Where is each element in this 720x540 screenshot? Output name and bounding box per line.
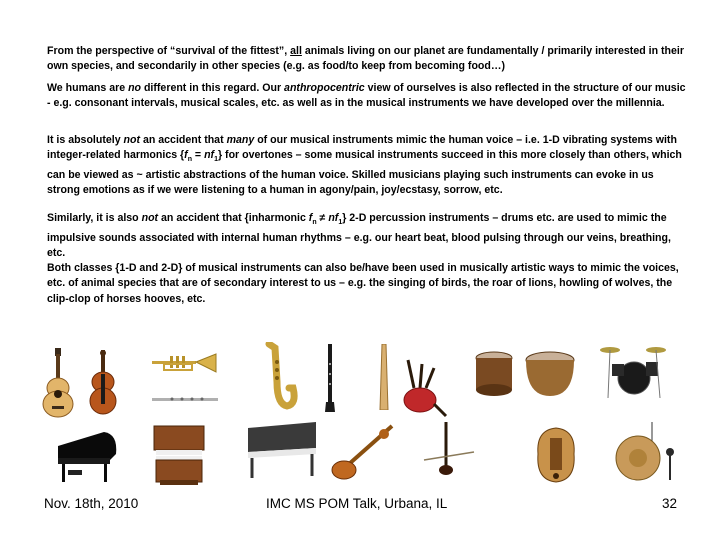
- paragraph-human-voice: It is absolutely not an accident that many of our musical instruments mimic the human voice – i.e. 1-D vibrating systems with integer-related harmonics $\{f_n = nf_1\}$ for overtones – some musical instruments succeed in this more closely than others, which can be viewed as ~ artistic abstractions of the human voice. Skilled musicians playing such instruments can evoke in us strong emotions as if we were listening to a human in agony/pain, joy/ecstasy, sorrow, etc.: [47, 134, 682, 197]
- drum-kit-icon: [598, 344, 668, 400]
- bagpipes-icon: [394, 358, 450, 418]
- erhu-icon: [420, 420, 476, 480]
- hurdy-gurdy-icon: [528, 424, 584, 484]
- grand-piano-icon: [54, 426, 120, 486]
- paragraph-survival: From the perspective of “survival of the fittest”, all animals living on our planet are fundamentally / primarily interested in their own species, and secondarily in other species (e.g. as food/to keep from becoming food…): [47, 45, 684, 73]
- flute-icon: [152, 396, 218, 402]
- saxophone-icon: [263, 342, 299, 414]
- paragraph-anthropocentric: We humans are no different in this regard. Our anthropocentric view of ourselves is also reflected in the structure of our music - e.g. consonant intervals, musical scales, etc. as well as in the musical instruments we have developed over the millennia.: [47, 82, 686, 110]
- gong-icon: [606, 420, 678, 482]
- acoustic-guitar-icon: [40, 348, 76, 418]
- footer-date: Nov. 18th, 2010: [44, 496, 139, 511]
- page-number: 32: [662, 496, 678, 511]
- didgeridoo-icon: [379, 344, 389, 410]
- trumpet-icon: [150, 352, 218, 374]
- hammond-organ-icon: [152, 422, 206, 486]
- paragraph-animal-mimic: Both classes {1-D and 2-D} of musical instruments can also be/have been used in musically artistic ways to mimic the voices, etc. of animal species that are of secondary interest to us – e.g. the singing of birds, the roar of lions, howling of wolves, the clip-clop of horses hooves, etc.: [47, 262, 679, 305]
- electric-piano-icon: [244, 418, 320, 480]
- tabla-drums-icon: [470, 350, 578, 400]
- paragraph-percussion: Similarly, it is also not an accident that {inharmonic $f_n \ne nf_1$} 2-D percussion instruments – drums etc. are used to mimic the impulsive sounds associated with internal human rhythms – e.g. our heart beat, blood pulsing through our veins, breathing, etc.: [47, 212, 671, 259]
- clarinet-icon: [325, 344, 335, 412]
- footer-venue: IMC MS POM Talk, Urbana, IL: [266, 496, 448, 511]
- violin-icon: [88, 350, 118, 416]
- sitar-icon: [330, 422, 400, 482]
